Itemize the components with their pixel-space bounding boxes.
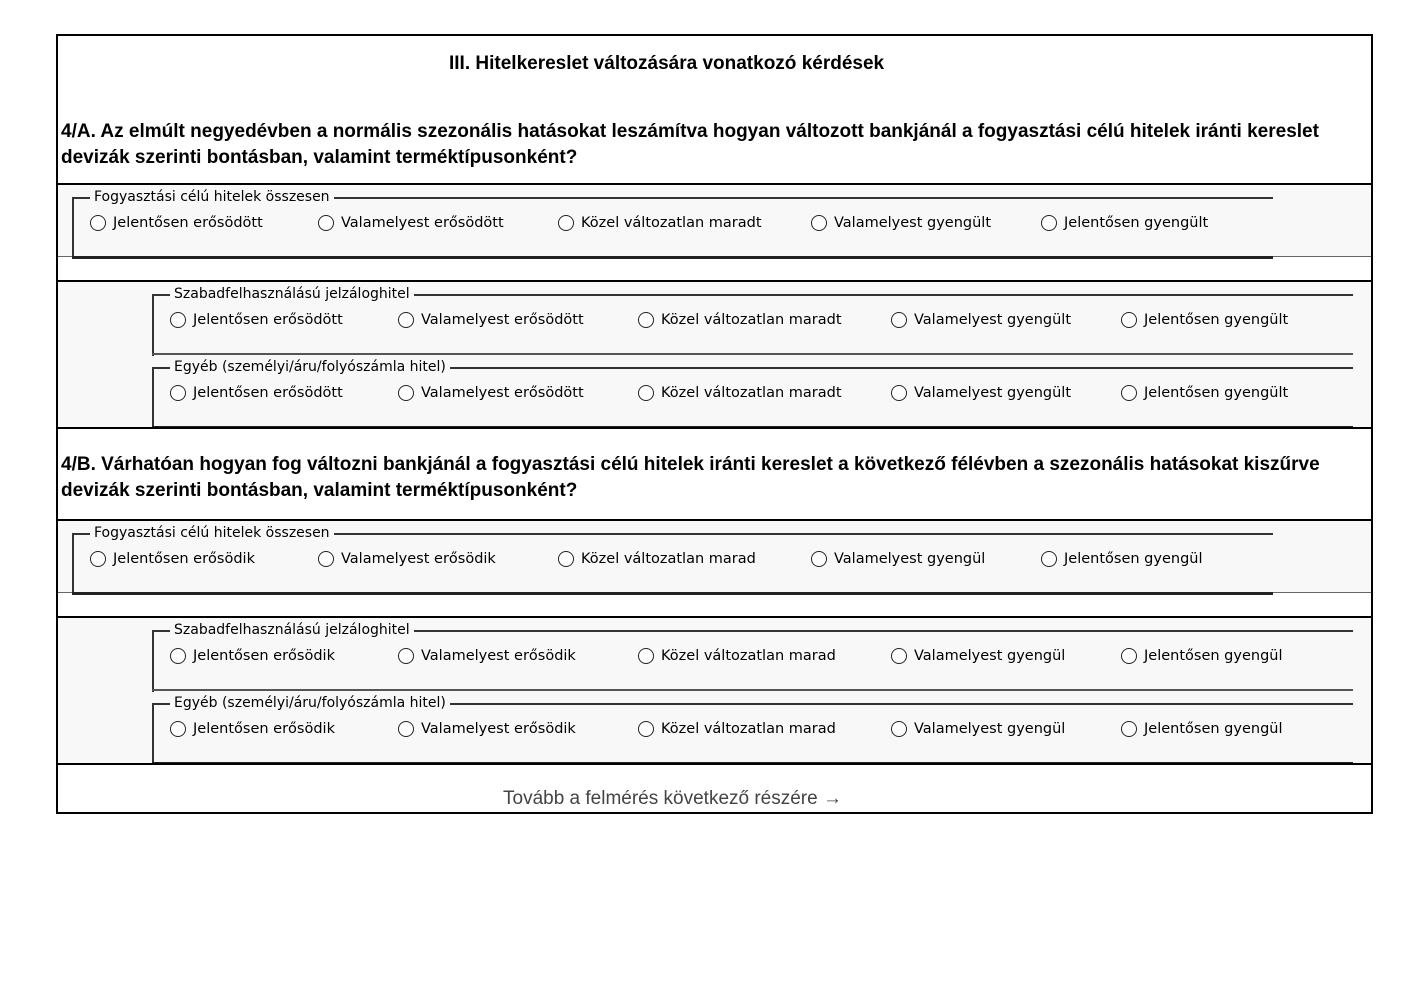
option-label: Jelentősen gyengül <box>1144 721 1283 737</box>
radio-option-4a-total-3[interactable] <box>558 215 762 231</box>
option-label: Jelentősen erősödött <box>113 215 263 231</box>
option-label: Közel változatlan maradt <box>581 215 762 231</box>
radio-circle[interactable] <box>638 721 654 737</box>
radio-circle[interactable] <box>170 648 186 664</box>
radio-option-4a-total-1[interactable] <box>90 215 263 231</box>
option-label: Valamelyest erősödött <box>421 385 584 401</box>
radio-circle[interactable] <box>398 721 414 737</box>
radio-option-4b-mortgage-4[interactable] <box>891 648 1065 664</box>
option-label: Valamelyest erősödik <box>421 648 576 664</box>
group-legend: Egyéb (személyi/áru/folyószámla hitel) <box>170 695 450 711</box>
next-section-link[interactable]: Tovább a felmérés következő részére → <box>503 788 842 809</box>
radio-circle[interactable] <box>811 551 827 567</box>
radio-option-4a-total-2[interactable] <box>318 215 504 231</box>
option-label: Jelentősen erősödik <box>113 551 255 567</box>
radio-circle[interactable] <box>1041 551 1057 567</box>
question-4a: 4/A. Az elmúlt negyedévben a normális szezonális hatásokat leszámítva hogyan változott bankjánál a fogyasztási célú hitelek iránti kereslet devizák szerinti bontásban, valamint terméktípusonként? <box>61 121 1319 168</box>
option-label: Jelentősen gyengül <box>1064 551 1203 567</box>
option-label: Közel változatlan marad <box>661 721 836 737</box>
radio-circle[interactable] <box>1121 648 1137 664</box>
option-label: Valamelyest gyengül <box>914 721 1066 737</box>
group-legend: Fogyasztási célú hitelek összesen <box>90 189 334 205</box>
radio-circle[interactable] <box>318 551 334 567</box>
option-label: Valamelyest erősödött <box>341 215 504 231</box>
radio-option-4b-total-1[interactable] <box>90 551 255 567</box>
radio-option-4b-total-3[interactable] <box>558 551 756 567</box>
option-label: Jelentősen gyengül <box>1144 648 1283 664</box>
group-4a-total <box>72 189 1273 259</box>
divider <box>58 427 1371 429</box>
radio-option-4b-mortgage-3[interactable] <box>638 648 836 664</box>
option-label: Valamelyest erősödött <box>421 312 584 328</box>
radio-circle[interactable] <box>398 312 414 328</box>
group-legend: Szabadfelhasználású jelzáloghitel <box>170 622 414 638</box>
radio-option-4a-other-5[interactable] <box>1121 385 1288 401</box>
option-label: Jelentősen erősödik <box>193 648 335 664</box>
radio-circle[interactable] <box>558 215 574 231</box>
radio-option-4b-mortgage-5[interactable] <box>1121 648 1283 664</box>
radio-circle[interactable] <box>90 551 106 567</box>
radio-option-4b-mortgage-2[interactable] <box>398 648 576 664</box>
radio-option-4b-total-2[interactable] <box>318 551 496 567</box>
radio-circle[interactable] <box>811 215 827 231</box>
group-legend: Szabadfelhasználású jelzáloghitel <box>170 286 414 302</box>
option-label: Valamelyest gyengült <box>914 312 1072 328</box>
radio-option-4a-other-4[interactable] <box>891 385 1071 401</box>
radio-circle[interactable] <box>891 385 907 401</box>
radio-option-4a-mortgage-4[interactable] <box>891 312 1071 328</box>
radio-option-4a-total-5[interactable] <box>1041 215 1208 231</box>
group-4a-mortgage <box>152 286 1353 356</box>
radio-option-4a-other-3[interactable] <box>638 385 842 401</box>
radio-option-4b-total-5[interactable] <box>1041 551 1203 567</box>
radio-option-4b-other-2[interactable] <box>398 721 576 737</box>
question-4b: 4/B. Várhatóan hogyan fog változni bankjánál a fogyasztási célú hitelek iránti kereslet a következő félévben a szezonális hatásokat kiszűrve devizák szerinti bontásban, valamint terméktípusonként? <box>61 454 1320 501</box>
group-4b-mortgage <box>152 622 1353 692</box>
radio-circle[interactable] <box>170 385 186 401</box>
section-title: III. Hitelkereslet változására vonatkozó kérdések <box>449 53 885 74</box>
radio-circle[interactable] <box>1121 312 1137 328</box>
radio-circle[interactable] <box>638 648 654 664</box>
radio-circle[interactable] <box>1121 721 1137 737</box>
radio-circle[interactable] <box>891 648 907 664</box>
radio-option-4a-mortgage-1[interactable] <box>170 312 343 328</box>
radio-circle[interactable] <box>170 721 186 737</box>
option-label: Valamelyest gyengült <box>914 385 1072 401</box>
radio-option-4a-other-2[interactable] <box>398 385 584 401</box>
option-label: Valamelyest erősödik <box>421 721 576 737</box>
radio-circle[interactable] <box>558 551 574 567</box>
option-label: Valamelyest erősödik <box>341 551 496 567</box>
radio-circle[interactable] <box>891 721 907 737</box>
option-label: Közel változatlan maradt <box>661 312 842 328</box>
radio-option-4a-other-1[interactable] <box>170 385 343 401</box>
group-legend: Egyéb (személyi/áru/folyószámla hitel) <box>170 359 450 375</box>
radio-circle[interactable] <box>398 648 414 664</box>
radio-circle[interactable] <box>90 215 106 231</box>
option-label: Jelentősen erősödik <box>193 721 335 737</box>
option-label: Jelentősen erősödött <box>193 385 343 401</box>
radio-option-4b-other-5[interactable] <box>1121 721 1283 737</box>
group-4a-other <box>152 359 1353 429</box>
radio-option-4a-mortgage-3[interactable] <box>638 312 842 328</box>
radio-circle[interactable] <box>170 312 186 328</box>
radio-circle[interactable] <box>1121 385 1137 401</box>
option-label: Közel változatlan maradt <box>661 385 842 401</box>
radio-circle[interactable] <box>891 312 907 328</box>
radio-option-4a-mortgage-2[interactable] <box>398 312 584 328</box>
option-label: Közel változatlan marad <box>661 648 836 664</box>
option-label: Jelentősen erősödött <box>193 312 343 328</box>
option-label: Valamelyest gyengül <box>834 551 986 567</box>
radio-option-4b-other-1[interactable] <box>170 721 335 737</box>
radio-circle[interactable] <box>398 385 414 401</box>
group-4b-other <box>152 695 1353 765</box>
group-4b-total <box>72 525 1273 595</box>
radio-option-4a-total-4[interactable] <box>811 215 991 231</box>
radio-option-4b-mortgage-1[interactable] <box>170 648 335 664</box>
option-label: Jelentősen gyengült <box>1144 312 1289 328</box>
group-legend: Fogyasztási célú hitelek összesen <box>90 525 334 541</box>
radio-circle[interactable] <box>318 215 334 231</box>
radio-option-4b-other-4[interactable] <box>891 721 1065 737</box>
radio-option-4a-mortgage-5[interactable] <box>1121 312 1288 328</box>
option-label: Jelentősen gyengült <box>1064 215 1209 231</box>
option-label: Valamelyest gyengül <box>914 648 1066 664</box>
option-label: Jelentősen gyengült <box>1144 385 1289 401</box>
radio-option-4b-total-4[interactable] <box>811 551 985 567</box>
divider <box>58 763 1371 765</box>
radio-circle[interactable] <box>638 312 654 328</box>
radio-circle[interactable] <box>1041 215 1057 231</box>
option-label: Valamelyest gyengült <box>834 215 992 231</box>
option-label: Közel változatlan marad <box>581 551 756 567</box>
radio-circle[interactable] <box>638 385 654 401</box>
radio-option-4b-other-3[interactable] <box>638 721 836 737</box>
